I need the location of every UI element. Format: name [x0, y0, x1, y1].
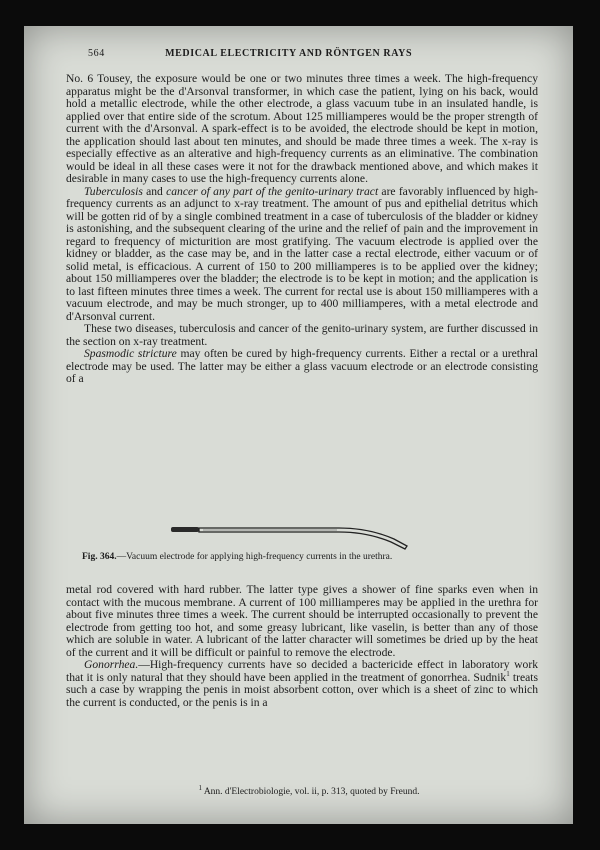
- running-header: [88, 48, 508, 59]
- footnote: [74, 783, 544, 797]
- page-number: 564: [88, 48, 105, 59]
- footnote-text: Ann. d'Electrobiologie, vol. ii, p. 313, quoted by Freund.: [201, 787, 420, 797]
- paragraph-tuberculosis: Tuberculosis and cancer of any part of the genito-urinary tract are favorably influenced by high-frequency currents as an adjunct to x-ray treatment. The amount of pus and epithelial detritus which will be gotten rid of by a single combined treatment in a case of tuberculosis of the bladder or kidney is astonishing, and the subsequent clearing of the urine and the relief of pain and the improvement in regard to frequency of micturition are most gratifying. The vacuum electrode is applied over the kidney or bladder, as the case may be, and in the latter case a rectal electrode, either vacuum or of solid metal, is efficacious. A current of 150 to 200 milliamperes is to be applied over the kidney; about 150 milliamperes over the bladder; the electrode is to be kept in motion; and the application is to last fifteen minutes three times a week. The current for rectal use is about 150 milliamperes with a vacuum electrode, and may be much stronger, up to 400 milliamperes, with a metal electrode and d'Arsonval current.: [66, 184, 538, 323]
- term-tuberculosis: Tuberculosis: [84, 184, 143, 198]
- paragraph-metal-rod: metal rod covered with hard rubber. The latter type gives a shower of fine sparks even when in contact with the mucous membrane. A current of 100 milliamperes may be applied in the urethra for about five minutes three times a week. The current should be interrupted occasionally to prevent the electrode from getting too hot, and some greasy lubricant, like vaselin, is better than any of those which are soluble in water. A lubricant of the latter character will sometimes be dried up by the heat of the current and it will be difficult or painful to remove the electrode.: [66, 583, 538, 659]
- footnote-mark: 1: [198, 783, 202, 792]
- paragraph-two-diseases: These two diseases, tuberculosis and cancer of the genito-urinary system, are further discussed in the section on x-ray treatment.: [66, 322, 538, 348]
- figure-caption-text: —Vacuum electrode for applying high-frequency currents in the urethra.: [116, 552, 393, 562]
- figure-label: Fig. 364.: [82, 552, 117, 562]
- body-text-upper: [66, 73, 538, 386]
- paragraph-gonorrhea: Gonorrhea.—High-frequency currents have so decided a bactericide effect in laboratory work that it is only natural that they should have been applied in the treatment of gonorrhea. Sudnik$^1$ treats such a case by wrapping the penis in moist absorbent cotton, over which is a sheet of zinc to which the current is conducted, or the penis is in a: [66, 658, 538, 709]
- vacuum-electrode-illustration: [169, 519, 409, 553]
- running-title: MEDICAL ELECTRICITY AND RÖNTGEN RAYS: [165, 48, 413, 59]
- body-text-lower: [66, 584, 538, 709]
- term-cancer: cancer of any part of the genito-urinary tract: [166, 184, 379, 198]
- paragraph-spasmodic-stricture: Spasmodic stricture may often be cured by high-frequency currents. Either a rectal or a urethral electrode may be used. The latter may be either a glass vacuum electrode or an electrode consisting of a: [66, 347, 538, 385]
- book-page: [24, 26, 573, 824]
- figure-caption: [82, 552, 542, 562]
- term-spasmodic-stricture: Spasmodic stricture: [84, 347, 177, 360]
- footnote-ref: 1: [506, 669, 510, 678]
- term-gonorrhea: Gonorrhea.: [84, 658, 139, 671]
- paragraph-continuation: No. 6 Tousey, the exposure would be one or two minutes three times a week. The high-frequency apparatus might be the d'Arsonval transformer, in which case the patient, lying on his back, would hold a metallic electrode, while the other electrode, a glass vacuum tube in an insulated handle, is applied over that entire side of the scrotum. About 125 milliamperes would be the proper strength of current with the d'Arsonval. A spark-effect is to be avoided, the electrode should be kept in motion, the application should last about ten minutes, and should be made three times a week. The x-ray is especially effective as an alterative and high-frequency currents as an eliminative. The combination would be ideal in all these cases were it not for the drawback mentioned above, and which makes it desirable in many cases to use the high-frequency currents alone.: [66, 72, 538, 185]
